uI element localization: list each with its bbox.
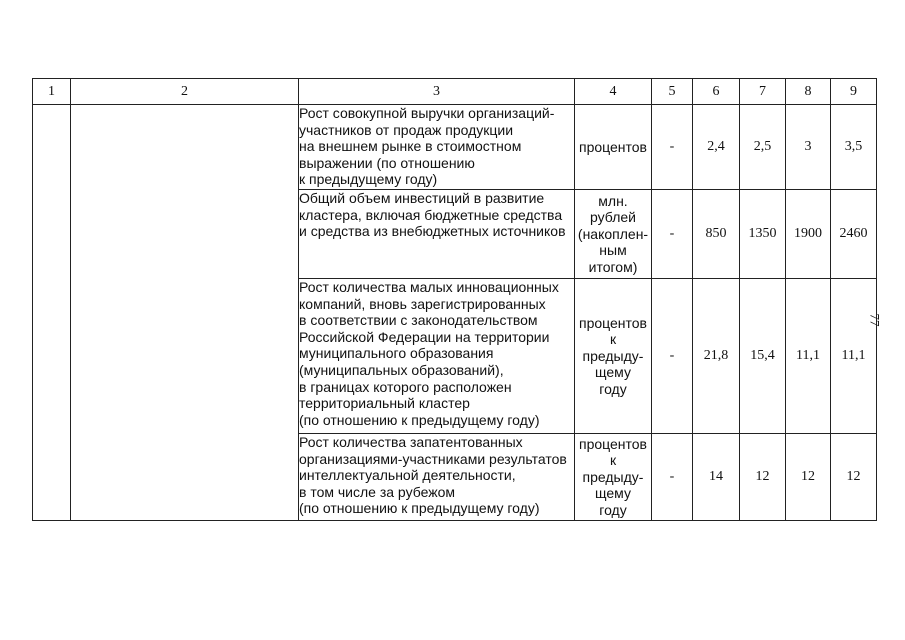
- description-line: Российской Федерации на территории: [299, 328, 550, 345]
- cell-col-2: [71, 105, 299, 521]
- indicators-table: [32, 78, 877, 521]
- unit-line: процентов: [578, 314, 647, 331]
- unit-line: году: [599, 380, 627, 397]
- value-col-6: 21,8: [693, 279, 740, 434]
- header-col-7: 7: [740, 79, 786, 105]
- unit-cell: [575, 190, 652, 279]
- indicator-description: [299, 105, 575, 190]
- description-line: интеллектуальной деятельности,: [299, 467, 516, 484]
- value-col-6: 14: [693, 434, 740, 521]
- description-line: участников от продаж продукции: [299, 121, 514, 138]
- indicator-description: [299, 190, 575, 279]
- description-line: муниципального образования: [299, 345, 494, 362]
- description-line: (муниципальных образований),: [299, 361, 504, 378]
- value-col-7: 15,4: [740, 279, 786, 434]
- description-line: в соответствии с законодательством: [299, 312, 538, 329]
- value-col-9: 11,1: [831, 279, 877, 434]
- value-col-8: 3: [786, 105, 831, 190]
- cell-col-1: [33, 105, 71, 521]
- unit-line: процентов: [578, 138, 647, 155]
- unit-cell: [575, 279, 652, 434]
- value-col-7: 12: [740, 434, 786, 521]
- unit-line: щему: [595, 364, 631, 381]
- header-col-5: 5: [652, 79, 693, 105]
- value-col-9: 2460: [831, 190, 877, 279]
- header-col-1: 1: [33, 79, 71, 105]
- header-col-4: 4: [575, 79, 652, 105]
- description-line: к предыдущему году): [299, 171, 438, 188]
- description-line: на внешнем рынке в стоимостном: [299, 138, 522, 155]
- header-col-6: 6: [693, 79, 740, 105]
- description-line: Рост количества малых инновационных: [299, 279, 559, 295]
- description-line: в границах которого расположен: [299, 378, 512, 395]
- description-line: территориальный кластер: [299, 395, 470, 412]
- value-col-5: -: [652, 105, 693, 190]
- description-line: и средства из внебюджетных источников: [299, 223, 566, 240]
- indicator-description: [299, 434, 575, 521]
- indicator-description: [299, 279, 575, 434]
- header-col-9: 9: [831, 79, 877, 105]
- unit-cell: [575, 105, 652, 190]
- unit-cell: [575, 434, 652, 521]
- value-col-8: 12: [786, 434, 831, 521]
- unit-line: рублей: [590, 209, 636, 226]
- description-line: (по отношению к предыдущему году): [299, 411, 540, 428]
- unit-line: к: [609, 452, 617, 469]
- unit-line: млн.: [598, 192, 628, 209]
- value-col-5: -: [652, 190, 693, 279]
- value-col-9: 3,5: [831, 105, 877, 190]
- unit-line: к: [609, 331, 617, 348]
- header-row: [33, 79, 877, 105]
- value-col-6: 2,4: [693, 105, 740, 190]
- description-line: выражении (по отношению: [299, 154, 475, 171]
- description-line: компаний, вновь зарегистрированных: [299, 295, 546, 312]
- description-line: в том числе за рубежом: [299, 483, 455, 500]
- description-line: кластера, включая бюджетные средства: [299, 206, 563, 223]
- description-line: (по отношению к предыдущему году): [299, 500, 540, 517]
- description-line: Общий объем инвестиций в развитие: [299, 190, 545, 206]
- description-line: Рост совокупной выручки организаций-: [299, 105, 555, 121]
- value-col-8: 11,1: [786, 279, 831, 434]
- unit-line: (накоплен-: [577, 225, 649, 242]
- value-col-7: 1350: [740, 190, 786, 279]
- header-col-2: 2: [71, 79, 299, 105]
- page-number: 77: [867, 313, 883, 327]
- value-col-6: 850: [693, 190, 740, 279]
- value-col-9: 12: [831, 434, 877, 521]
- description-line: Рост количества запатентованных: [299, 434, 523, 450]
- unit-line: процентов: [578, 435, 647, 452]
- header-col-3: 3: [299, 79, 575, 105]
- value-col-5: -: [652, 279, 693, 434]
- header-col-8: 8: [786, 79, 831, 105]
- value-col-7: 2,5: [740, 105, 786, 190]
- value-col-8: 1900: [786, 190, 831, 279]
- unit-line: щему: [595, 485, 631, 502]
- unit-line: предыду-: [582, 347, 644, 364]
- unit-line: итогом): [588, 258, 638, 275]
- unit-line: ным: [599, 242, 627, 259]
- value-col-5: -: [652, 434, 693, 521]
- table-row: [33, 105, 877, 190]
- unit-line: предыду-: [582, 468, 644, 485]
- unit-line: году: [599, 501, 627, 518]
- description-line: организациями-участниками результатов: [299, 450, 567, 467]
